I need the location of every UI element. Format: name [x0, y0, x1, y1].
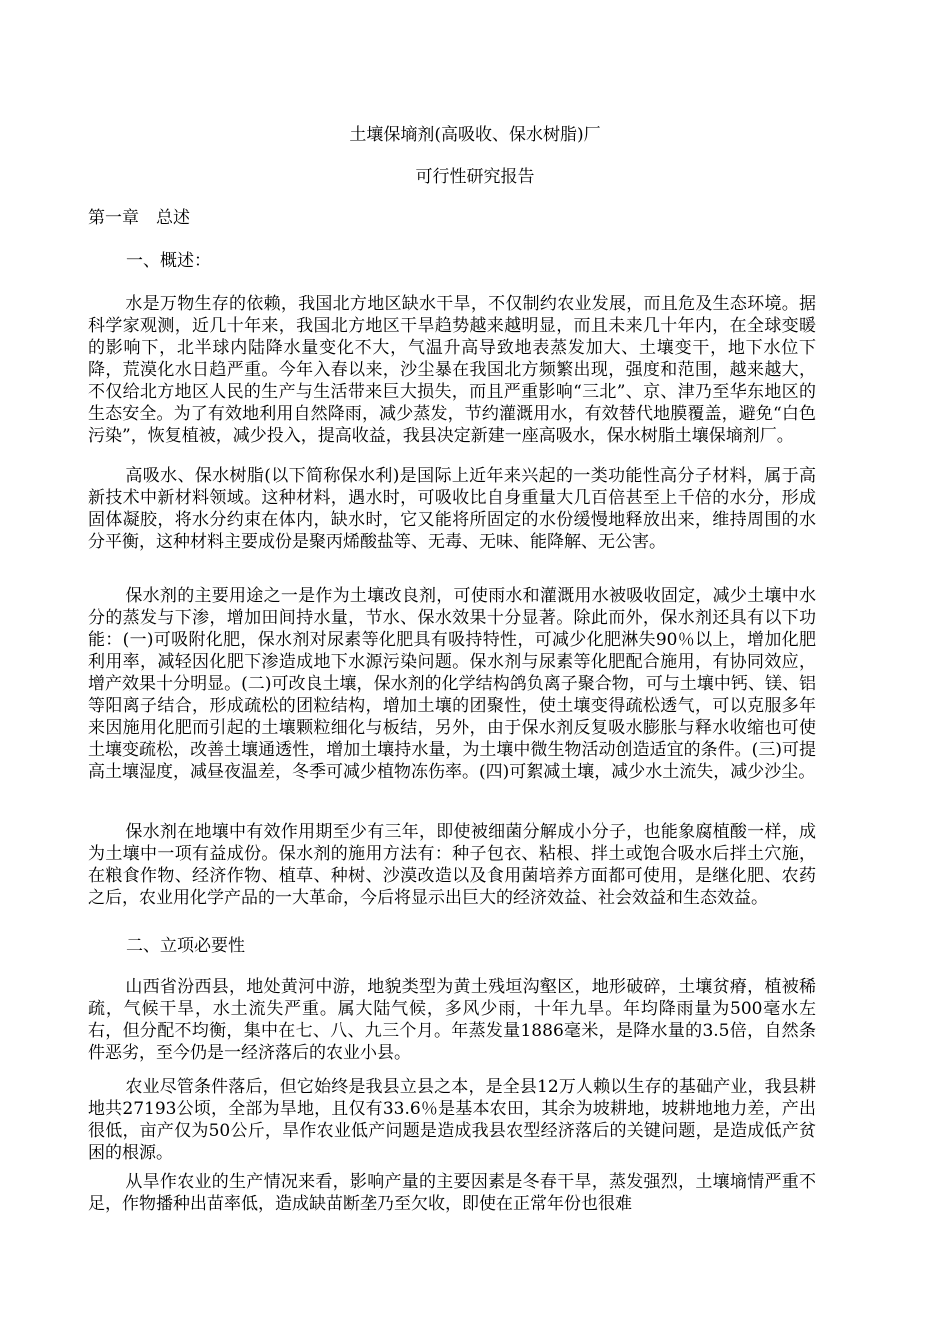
paragraph: 保水剂在地壤中有效作用期至少有三年，即使被细菌分解成小分子，也能象腐植酸一样，成为土壤中一项有益成份。保水剂的施用方法有：种子包衣、粘根、拌土或饱合吸水后拌土穴施，在粮食作物、经济作物、植草、种树、沙漠改造以及食用菌培养方面都可使用，是继化肥、农药之后，农业用化学产品的一大革命，今后将显示出巨大的经济效益、社会效益和生态效益。 [88, 822, 816, 908]
paragraph: 高吸水、保水树脂(以下简称保水利)是国际上近年来兴起的一类功能性高分子材料，属于高新技术中新材料领域。这种材料，遇水时，可吸收比自身重量大几百倍甚至上千倍的水分，形成固体凝胶，将水分约束在体内，缺水时，它又能将所固定的水份缓慢地释放出来，维持周围的水分平衡，这种材料主要成份是聚丙烯酸盐等、无毒、无味、能降解、无公害。 [88, 466, 816, 552]
section-heading-necessity: 二、立项必要性 [126, 936, 245, 956]
section-heading-overview: 一、概述： [126, 251, 211, 271]
paragraph: 保水剂的主要用途之一是作为土壤改良剂，可使雨水和灌溉用水被吸收固定，减少土壤中水分的蒸发与下渗，增加田间持水量，节水、保水效果十分显著。除此而外，保水剂还具有以下功能：(一)可吸附化肥，保水剂对尿素等化肥具有吸持特性，可减少化肥淋失90％以上，增加化肥利用率，减轻因化肥下渗造成地下水源污染问题。保水剂与尿素等化肥配合施用，有协同效应，增产效果十分明显。(二)可改良土壤，保水剂的化学结构鸽负离子聚合物，可与土壤中钙、镁、铝等阳离子结合，形成疏松的团粒结构，增加土壤的团聚性，使土壤变得疏松透气，可以克服多年来因施用化肥而引起的土壤颗粒细化与板结，另外，由于保水剂反复吸水膨胀与释水收缩也可使土壤变疏松，改善土壤通透性，增加土壤持水量，为土壤中微生物活动创造适宜的条件。(三)可提高土壤湿度，减昼夜温差，冬季可减少植物冻伤率。(四)可絮减土壤，减少水土流失，减少沙尘。 [88, 586, 816, 782]
paragraph: 农业尽管条件落后，但它始终是我县立县之本，是全县12万人赖以生存的基础产业，我县耕地共27193公顷，全部为旱地，且仅有33.6％是基本农田，其余为坡耕地，坡耕地地力差，产出很低，亩产仅为50公斤，旱作农业低产问题是造成我县农型经济落后的关键问题，是造成低产贫困的根源。 [88, 1077, 816, 1163]
paragraph: 水是万物生存的依赖，我国北方地区缺水干旱，不仅制约农业发展，而且危及生态环境。据科学家观测，近几十年来，我国北方地区干旱趋势越来越明显，而且未来几十年内，在全球变暖的影响下，北半球内陆降水量变化不大，气温升高导致地表蒸发加大、土壤变干，地下水位下降，荒漠化水日趋严重。今年入春以来，沙尘暴在我国北方频繁出现，强度和范围，越来越大，不仅给北方地区人民的生产与生活带来巨大损失，而且严重影响“三北”、京、津乃至华东地区的生态安全。为了有效地利用自然降雨，减少蒸发，节约灌溉用水，有效替代地膜覆盖，避免“白色污染”，恢复植被，减少投入，提高收益，我县决定新建一座高吸水，保水树脂土壤保墒剂厂。 [88, 294, 816, 446]
chapter-heading: 第一章 总述 [88, 208, 190, 228]
document-subtitle: 可行性研究报告 [415, 167, 535, 187]
paragraph: 山西省汾西县，地处黄河中游，地貌类型为黄土残垣沟壑区，地形破碎，土壤贫瘠，植被稀疏，气候干旱，水土流失严重。属大陆气候，多风少雨，十年九旱。年均降雨量为500毫水左右，但分配不均衡，集中在七、八、九三个月。年蒸发量1886毫米，是降水量的3.5倍，自然条件恶劣，至今仍是一经济落后的农业小县。 [88, 977, 816, 1063]
document-title: 土壤保墒剂(高吸收、保水树脂)厂 [349, 125, 601, 145]
paragraph: 从旱作农业的生产情况来看，影响产量的主要因素是冬春干旱，蒸发强烈，土壤墒情严重不足，作物播种出苗率低，造成缺苗断垄乃至欠收，即使在正常年份也很难 [88, 1172, 816, 1214]
